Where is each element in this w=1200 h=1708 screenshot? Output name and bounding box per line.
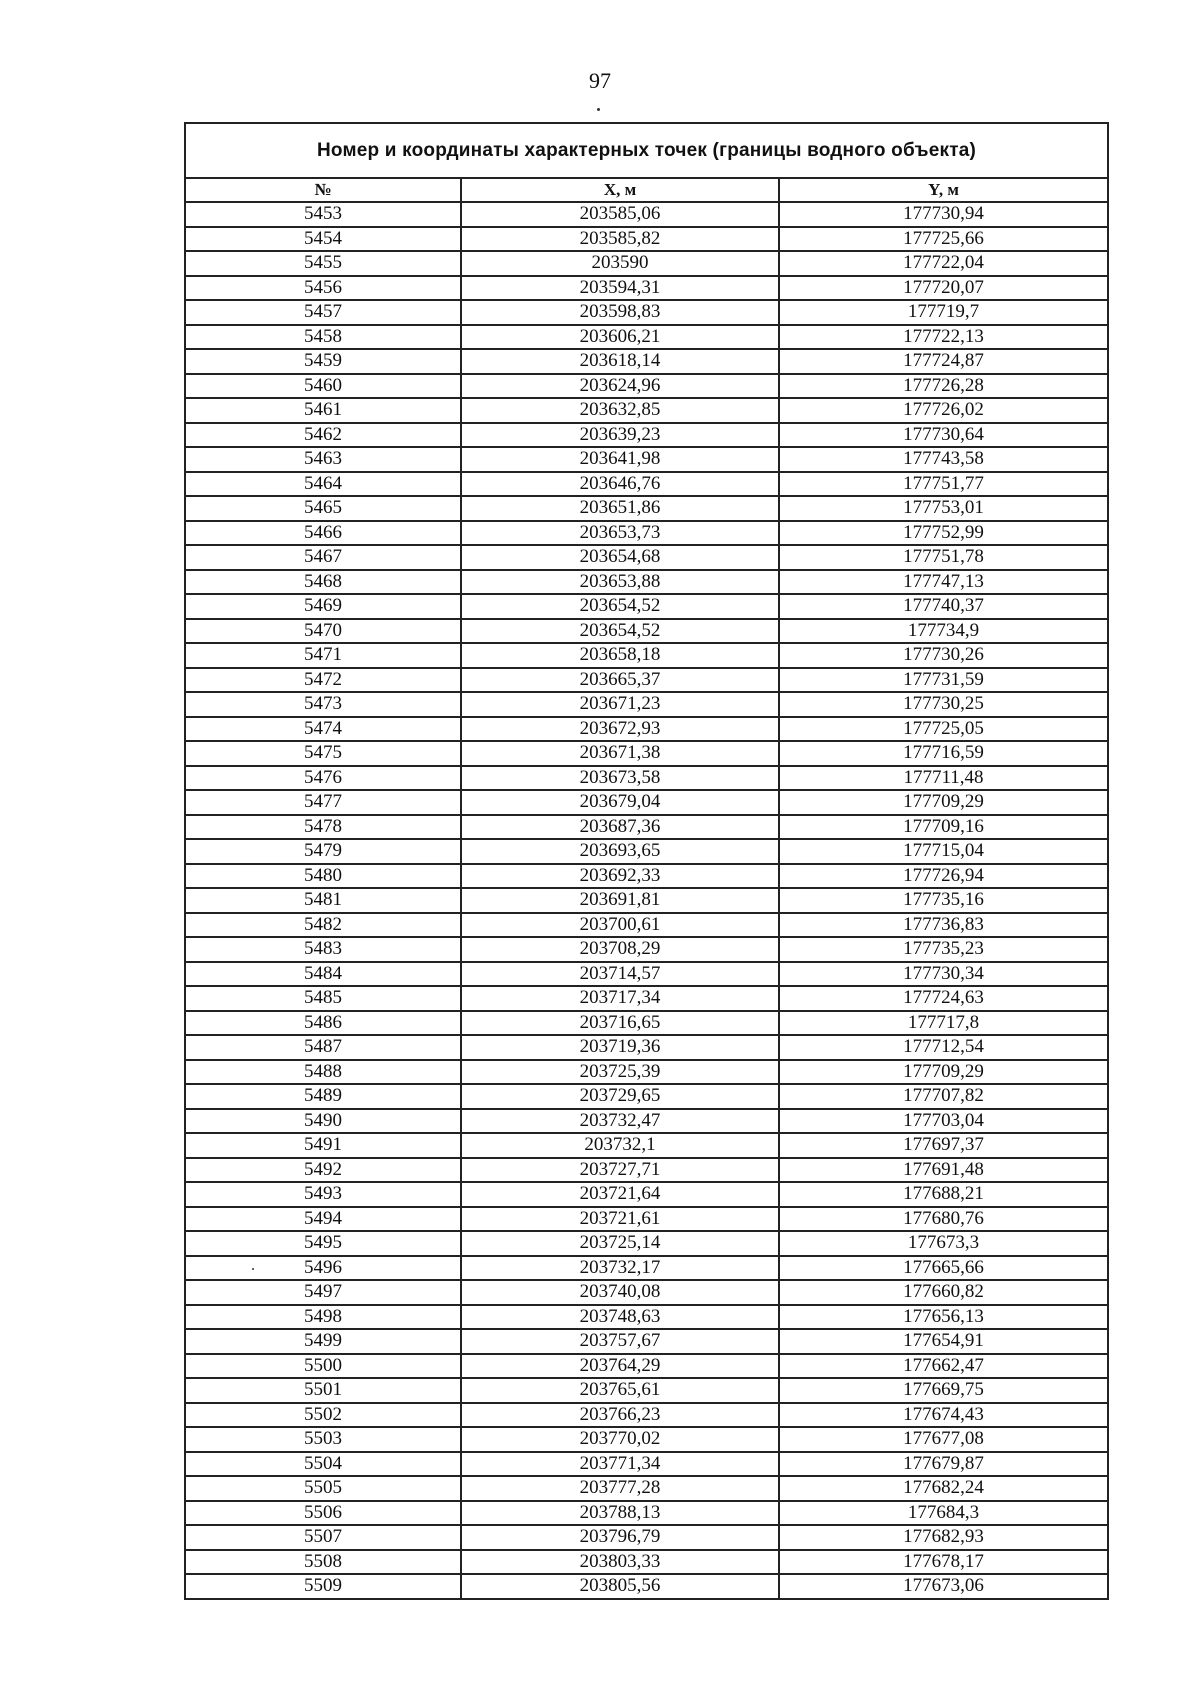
table-row <box>185 913 1108 938</box>
table-row <box>185 1550 1108 1575</box>
y-coordinate-cell: 177724,63 <box>779 986 1108 1011</box>
point-number-cell: 5478 <box>185 815 461 840</box>
x-coordinate-cell: 203590 <box>461 251 779 276</box>
table-row <box>185 888 1108 913</box>
point-number-cell: 5461 <box>185 398 461 423</box>
point-number-cell: 5473 <box>185 692 461 717</box>
table-row <box>185 251 1108 276</box>
table-row <box>185 1501 1108 1526</box>
table-row <box>185 1011 1108 1036</box>
table-row <box>185 423 1108 448</box>
y-coordinate-cell: 177743,58 <box>779 447 1108 472</box>
table-row <box>185 521 1108 546</box>
y-coordinate-cell: 177678,17 <box>779 1550 1108 1575</box>
x-coordinate-cell: 203687,36 <box>461 815 779 840</box>
point-number-cell: 5472 <box>185 668 461 693</box>
table-row <box>185 1133 1108 1158</box>
x-coordinate-cell: 203729,65 <box>461 1084 779 1109</box>
table-row <box>185 472 1108 497</box>
table-row <box>185 325 1108 350</box>
point-number-cell: 5503 <box>185 1427 461 1452</box>
x-coordinate-cell: 203721,64 <box>461 1182 779 1207</box>
point-number-cell: 5457 <box>185 300 461 325</box>
x-coordinate-cell: 203632,85 <box>461 398 779 423</box>
y-coordinate-cell: 177747,13 <box>779 570 1108 595</box>
x-coordinate-cell: 203719,36 <box>461 1035 779 1060</box>
x-coordinate-cell: 203671,23 <box>461 692 779 717</box>
table-row <box>185 1329 1108 1354</box>
column-header-x: X, м <box>461 178 779 202</box>
y-coordinate-cell: 177734,9 <box>779 619 1108 644</box>
y-coordinate-cell: 177726,02 <box>779 398 1108 423</box>
x-coordinate-cell: 203585,82 <box>461 227 779 252</box>
x-coordinate-cell: 203732,1 <box>461 1133 779 1158</box>
y-coordinate-cell: 177673,3 <box>779 1231 1108 1256</box>
x-coordinate-cell: 203658,18 <box>461 643 779 668</box>
table-row <box>185 1231 1108 1256</box>
x-coordinate-cell: 203732,47 <box>461 1109 779 1134</box>
point-number-cell: 5482 <box>185 913 461 938</box>
y-coordinate-cell: 177725,05 <box>779 717 1108 742</box>
y-coordinate-cell: 177740,37 <box>779 594 1108 619</box>
x-coordinate-cell: 203651,86 <box>461 496 779 521</box>
y-coordinate-cell: 177662,47 <box>779 1354 1108 1379</box>
x-coordinate-cell: 203585,06 <box>461 202 779 227</box>
table-row <box>185 1280 1108 1305</box>
point-number-cell: 5502 <box>185 1403 461 1428</box>
y-coordinate-cell: 177726,94 <box>779 864 1108 889</box>
point-number-cell: 5468 <box>185 570 461 595</box>
point-number-cell: 5508 <box>185 1550 461 1575</box>
point-number-cell: 5455 <box>185 251 461 276</box>
y-coordinate-cell: 177722,13 <box>779 325 1108 350</box>
point-number-cell: 5454 <box>185 227 461 252</box>
y-coordinate-cell: 177735,23 <box>779 937 1108 962</box>
x-coordinate-cell: 203764,29 <box>461 1354 779 1379</box>
y-coordinate-cell: 177735,16 <box>779 888 1108 913</box>
y-coordinate-cell: 177720,07 <box>779 276 1108 301</box>
y-coordinate-cell: 177730,94 <box>779 202 1108 227</box>
table-row <box>185 1354 1108 1379</box>
table-row <box>185 594 1108 619</box>
x-coordinate-cell: 203748,63 <box>461 1305 779 1330</box>
y-coordinate-cell: 177665,66 <box>779 1256 1108 1281</box>
coordinates-table-container <box>184 122 1107 1600</box>
x-coordinate-cell: 203646,76 <box>461 472 779 497</box>
point-number-cell: 5497 <box>185 1280 461 1305</box>
point-number-cell: 5466 <box>185 521 461 546</box>
x-coordinate-cell: 203721,61 <box>461 1207 779 1232</box>
point-number-cell: 5495 <box>185 1231 461 1256</box>
x-coordinate-cell: 203716,65 <box>461 1011 779 1036</box>
point-number-cell: 5501 <box>185 1378 461 1403</box>
point-number-cell: 5507 <box>185 1525 461 1550</box>
point-number-cell: 5494 <box>185 1207 461 1232</box>
y-coordinate-cell: 177703,04 <box>779 1109 1108 1134</box>
y-coordinate-cell: 177730,25 <box>779 692 1108 717</box>
table-row <box>185 1035 1108 1060</box>
point-number-cell: 5459 <box>185 349 461 374</box>
x-coordinate-cell: 203708,29 <box>461 937 779 962</box>
point-number-cell: 5480 <box>185 864 461 889</box>
y-coordinate-cell: 177711,48 <box>779 766 1108 791</box>
y-coordinate-cell: 177736,83 <box>779 913 1108 938</box>
y-coordinate-cell: 177674,43 <box>779 1403 1108 1428</box>
x-coordinate-cell: 203606,21 <box>461 325 779 350</box>
table-row <box>185 1207 1108 1232</box>
x-coordinate-cell: 203691,81 <box>461 888 779 913</box>
y-coordinate-cell: 177712,54 <box>779 1035 1108 1060</box>
x-coordinate-cell: 203639,23 <box>461 423 779 448</box>
y-coordinate-cell: 177751,77 <box>779 472 1108 497</box>
x-coordinate-cell: 203740,08 <box>461 1280 779 1305</box>
y-coordinate-cell: 177722,04 <box>779 251 1108 276</box>
y-coordinate-cell: 177730,26 <box>779 643 1108 668</box>
x-coordinate-cell: 203679,04 <box>461 790 779 815</box>
table-row <box>185 741 1108 766</box>
y-coordinate-cell: 177731,59 <box>779 668 1108 693</box>
y-coordinate-cell: 177709,16 <box>779 815 1108 840</box>
table-row <box>185 643 1108 668</box>
x-coordinate-cell: 203727,71 <box>461 1158 779 1183</box>
y-coordinate-cell: 177680,76 <box>779 1207 1108 1232</box>
table-row <box>185 1109 1108 1134</box>
y-coordinate-cell: 177715,04 <box>779 839 1108 864</box>
x-coordinate-cell: 203598,83 <box>461 300 779 325</box>
column-header-number: № <box>185 178 461 202</box>
y-coordinate-cell: 177691,48 <box>779 1158 1108 1183</box>
y-coordinate-cell: 177677,08 <box>779 1427 1108 1452</box>
y-coordinate-cell: 177709,29 <box>779 790 1108 815</box>
x-coordinate-cell: 203732,17 <box>461 1256 779 1281</box>
point-number-cell: 5467 <box>185 545 461 570</box>
point-number-cell: 5496 <box>185 1256 461 1281</box>
table-row <box>185 692 1108 717</box>
table-row <box>185 374 1108 399</box>
point-number-cell: 5506 <box>185 1501 461 1526</box>
point-number-cell: 5464 <box>185 472 461 497</box>
x-coordinate-cell: 203641,98 <box>461 447 779 472</box>
scan-speck <box>597 108 600 111</box>
table-row <box>185 1305 1108 1330</box>
table-row <box>185 1084 1108 1109</box>
x-coordinate-cell: 203618,14 <box>461 349 779 374</box>
page-number: 97 <box>589 68 611 93</box>
x-coordinate-cell: 203725,39 <box>461 1060 779 1085</box>
point-number-cell: 5493 <box>185 1182 461 1207</box>
x-coordinate-cell: 203770,02 <box>461 1427 779 1452</box>
table-row <box>185 1182 1108 1207</box>
x-coordinate-cell: 203653,88 <box>461 570 779 595</box>
table-row <box>185 349 1108 374</box>
point-number-cell: 5485 <box>185 986 461 1011</box>
table-row <box>185 766 1108 791</box>
table-row <box>185 937 1108 962</box>
point-number-cell: 5487 <box>185 1035 461 1060</box>
x-coordinate-cell: 203803,33 <box>461 1550 779 1575</box>
y-coordinate-cell: 177730,64 <box>779 423 1108 448</box>
y-coordinate-cell: 177684,3 <box>779 1501 1108 1526</box>
table-row <box>185 1256 1108 1281</box>
x-coordinate-cell: 203671,38 <box>461 741 779 766</box>
y-coordinate-cell: 177753,01 <box>779 496 1108 521</box>
table-row <box>185 962 1108 987</box>
x-coordinate-cell: 203805,56 <box>461 1574 779 1599</box>
table-row <box>185 496 1108 521</box>
x-coordinate-cell: 203624,96 <box>461 374 779 399</box>
x-coordinate-cell: 203673,58 <box>461 766 779 791</box>
point-number-cell: 5474 <box>185 717 461 742</box>
x-coordinate-cell: 203654,68 <box>461 545 779 570</box>
point-number-cell: 5476 <box>185 766 461 791</box>
x-coordinate-cell: 203594,31 <box>461 276 779 301</box>
table-row <box>185 276 1108 301</box>
point-number-cell: 5465 <box>185 496 461 521</box>
table-row <box>185 1060 1108 1085</box>
y-coordinate-cell: 177682,93 <box>779 1525 1108 1550</box>
y-coordinate-cell: 177724,87 <box>779 349 1108 374</box>
x-coordinate-cell: 203788,13 <box>461 1501 779 1526</box>
table-row <box>185 202 1108 227</box>
table-body <box>185 202 1108 1599</box>
table-row <box>185 1378 1108 1403</box>
table-row <box>185 570 1108 595</box>
table-row <box>185 815 1108 840</box>
table-row <box>185 1452 1108 1477</box>
y-coordinate-cell: 177669,75 <box>779 1378 1108 1403</box>
y-coordinate-cell: 177656,13 <box>779 1305 1108 1330</box>
y-coordinate-cell: 177726,28 <box>779 374 1108 399</box>
point-number-cell: 5469 <box>185 594 461 619</box>
table-row <box>185 1476 1108 1501</box>
x-coordinate-cell: 203653,73 <box>461 521 779 546</box>
point-number-cell: 5456 <box>185 276 461 301</box>
table-row <box>185 986 1108 1011</box>
y-coordinate-cell: 177654,91 <box>779 1329 1108 1354</box>
x-coordinate-cell: 203654,52 <box>461 594 779 619</box>
table-row <box>185 300 1108 325</box>
x-coordinate-cell: 203766,23 <box>461 1403 779 1428</box>
table-row <box>185 1525 1108 1550</box>
y-coordinate-cell: 177725,66 <box>779 227 1108 252</box>
point-number-cell: 5488 <box>185 1060 461 1085</box>
point-number-cell: 5492 <box>185 1158 461 1183</box>
x-coordinate-cell: 203714,57 <box>461 962 779 987</box>
point-number-cell: 5479 <box>185 839 461 864</box>
y-coordinate-cell: 177719,7 <box>779 300 1108 325</box>
x-coordinate-cell: 203693,65 <box>461 839 779 864</box>
x-coordinate-cell: 203654,52 <box>461 619 779 644</box>
point-number-cell: 5475 <box>185 741 461 766</box>
y-coordinate-cell: 177673,06 <box>779 1574 1108 1599</box>
point-number-cell: 5490 <box>185 1109 461 1134</box>
point-number-cell: 5477 <box>185 790 461 815</box>
y-coordinate-cell: 177697,37 <box>779 1133 1108 1158</box>
point-number-cell: 5462 <box>185 423 461 448</box>
point-number-cell: 5505 <box>185 1476 461 1501</box>
x-coordinate-cell: 203796,79 <box>461 1525 779 1550</box>
point-number-cell: 5458 <box>185 325 461 350</box>
x-coordinate-cell: 203717,34 <box>461 986 779 1011</box>
point-number-cell: 5483 <box>185 937 461 962</box>
x-coordinate-cell: 203692,33 <box>461 864 779 889</box>
y-coordinate-cell: 177660,82 <box>779 1280 1108 1305</box>
y-coordinate-cell: 177709,29 <box>779 1060 1108 1085</box>
coordinates-table <box>184 122 1109 1600</box>
y-coordinate-cell: 177717,8 <box>779 1011 1108 1036</box>
point-number-cell: 5453 <box>185 202 461 227</box>
x-coordinate-cell: 203757,67 <box>461 1329 779 1354</box>
point-number-cell: 5484 <box>185 962 461 987</box>
y-coordinate-cell: 177752,99 <box>779 521 1108 546</box>
table-row <box>185 790 1108 815</box>
point-number-cell: 5499 <box>185 1329 461 1354</box>
point-number-cell: 5470 <box>185 619 461 644</box>
x-coordinate-cell: 203700,61 <box>461 913 779 938</box>
table-row <box>185 619 1108 644</box>
point-number-cell: 5498 <box>185 1305 461 1330</box>
x-coordinate-cell: 203765,61 <box>461 1378 779 1403</box>
y-coordinate-cell: 177679,87 <box>779 1452 1108 1477</box>
table-title: Номер и координаты характерных точек (границы водного объекта) <box>185 123 1108 178</box>
x-coordinate-cell: 203725,14 <box>461 1231 779 1256</box>
point-number-cell: 5509 <box>185 1574 461 1599</box>
table-row <box>185 839 1108 864</box>
table-row <box>185 668 1108 693</box>
table-row <box>185 1427 1108 1452</box>
table-row <box>185 1158 1108 1183</box>
y-coordinate-cell: 177751,78 <box>779 545 1108 570</box>
x-coordinate-cell: 203771,34 <box>461 1452 779 1477</box>
point-number-cell: 5489 <box>185 1084 461 1109</box>
point-number-cell: 5486 <box>185 1011 461 1036</box>
point-number-cell: 5500 <box>185 1354 461 1379</box>
column-header-y: Y, м <box>779 178 1108 202</box>
y-coordinate-cell: 177682,24 <box>779 1476 1108 1501</box>
point-number-cell: 5460 <box>185 374 461 399</box>
table-row <box>185 717 1108 742</box>
point-number-cell: 5471 <box>185 643 461 668</box>
table-row <box>185 1574 1108 1599</box>
y-coordinate-cell: 177716,59 <box>779 741 1108 766</box>
y-coordinate-cell: 177707,82 <box>779 1084 1108 1109</box>
y-coordinate-cell: 177730,34 <box>779 962 1108 987</box>
table-row <box>185 864 1108 889</box>
table-row <box>185 1403 1108 1428</box>
y-coordinate-cell: 177688,21 <box>779 1182 1108 1207</box>
point-number-cell: 5463 <box>185 447 461 472</box>
table-row <box>185 227 1108 252</box>
x-coordinate-cell: 203665,37 <box>461 668 779 693</box>
table-row <box>185 447 1108 472</box>
point-number-cell: 5504 <box>185 1452 461 1477</box>
point-number-cell: 5491 <box>185 1133 461 1158</box>
table-row <box>185 545 1108 570</box>
point-number-cell: 5481 <box>185 888 461 913</box>
x-coordinate-cell: 203777,28 <box>461 1476 779 1501</box>
x-coordinate-cell: 203672,93 <box>461 717 779 742</box>
table-row <box>185 398 1108 423</box>
